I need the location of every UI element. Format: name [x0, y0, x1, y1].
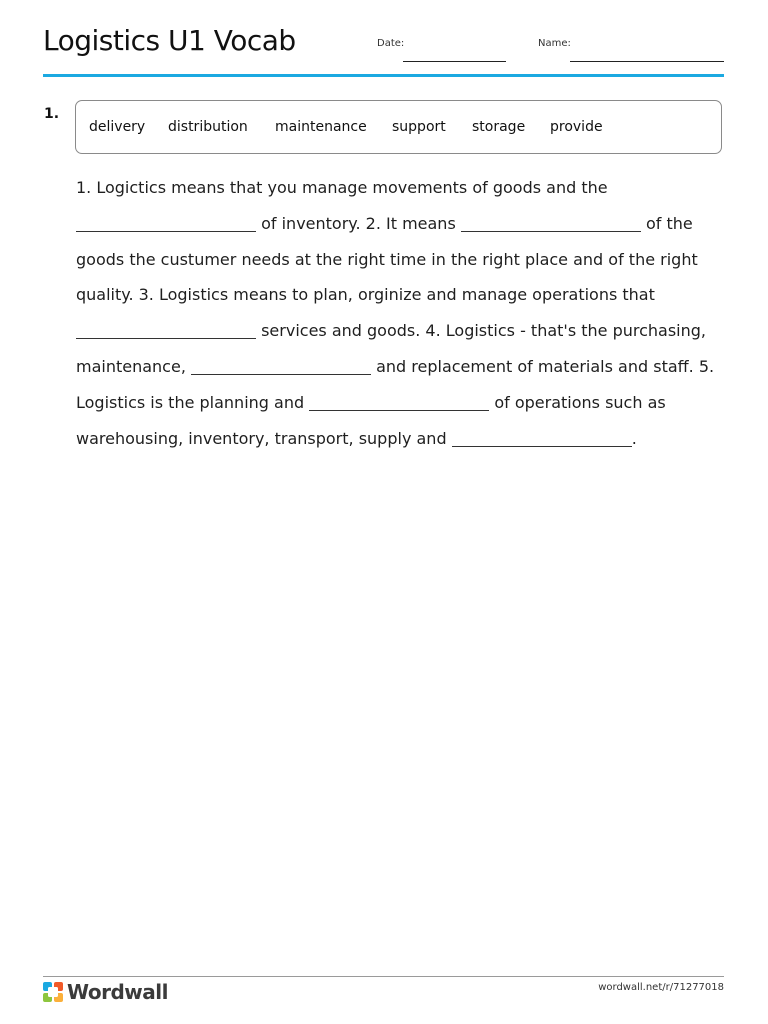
page-title: Logistics U1 Vocab — [43, 24, 296, 57]
wordwall-logo-icon — [43, 982, 63, 1002]
name-label: Name: — [538, 38, 571, 49]
date-field[interactable] — [403, 61, 506, 62]
blank-5[interactable] — [309, 394, 489, 411]
passage-text: 1. Logictics means that you manage movements of goods and the — [76, 178, 608, 197]
activity-url[interactable]: wordwall.net/r/71277018 — [598, 982, 724, 993]
date-label: Date: — [377, 38, 405, 49]
wordwall-logo — [43, 981, 168, 1003]
word-bank-item: maintenance — [275, 119, 367, 135]
question-number: 1. — [44, 106, 60, 122]
passage-text: of inventory. 2. It means — [261, 213, 456, 233]
passage-text: . — [631, 428, 637, 448]
word-bank-item: support — [392, 119, 446, 135]
blank-4[interactable] — [191, 358, 371, 375]
logo-tile-center — [48, 987, 58, 997]
passage-text: and replacement of materials and staff. 5. Logistics is the planning and — [76, 356, 715, 412]
blank-3[interactable] — [76, 322, 256, 339]
name-field[interactable] — [570, 61, 724, 62]
word-bank-item: provide — [550, 119, 603, 135]
word-bank-item: distribution — [168, 119, 248, 135]
blank-6[interactable] — [452, 430, 632, 447]
blank-1[interactable] — [76, 215, 256, 232]
passage-text: of the goods the custumer needs at the right time in the right place and of the right quality. 3. Logistics means to plan, orginize and manage operations that — [76, 213, 698, 305]
header-divider — [43, 74, 724, 77]
footer-divider — [43, 976, 724, 977]
word-bank-item: storage — [472, 119, 526, 135]
word-bank — [75, 100, 722, 154]
word-bank-item: delivery — [89, 119, 146, 135]
blank-2[interactable] — [461, 215, 641, 232]
brand-name: Wordwall — [67, 980, 168, 1004]
passage-text: services and goods. 4. Logistics - that's the purchasing, maintenance, — [76, 321, 707, 376]
cloze-passage — [76, 170, 726, 456]
passage-text: of operations such as warehousing, inventory, transport, supply and — [76, 392, 666, 448]
